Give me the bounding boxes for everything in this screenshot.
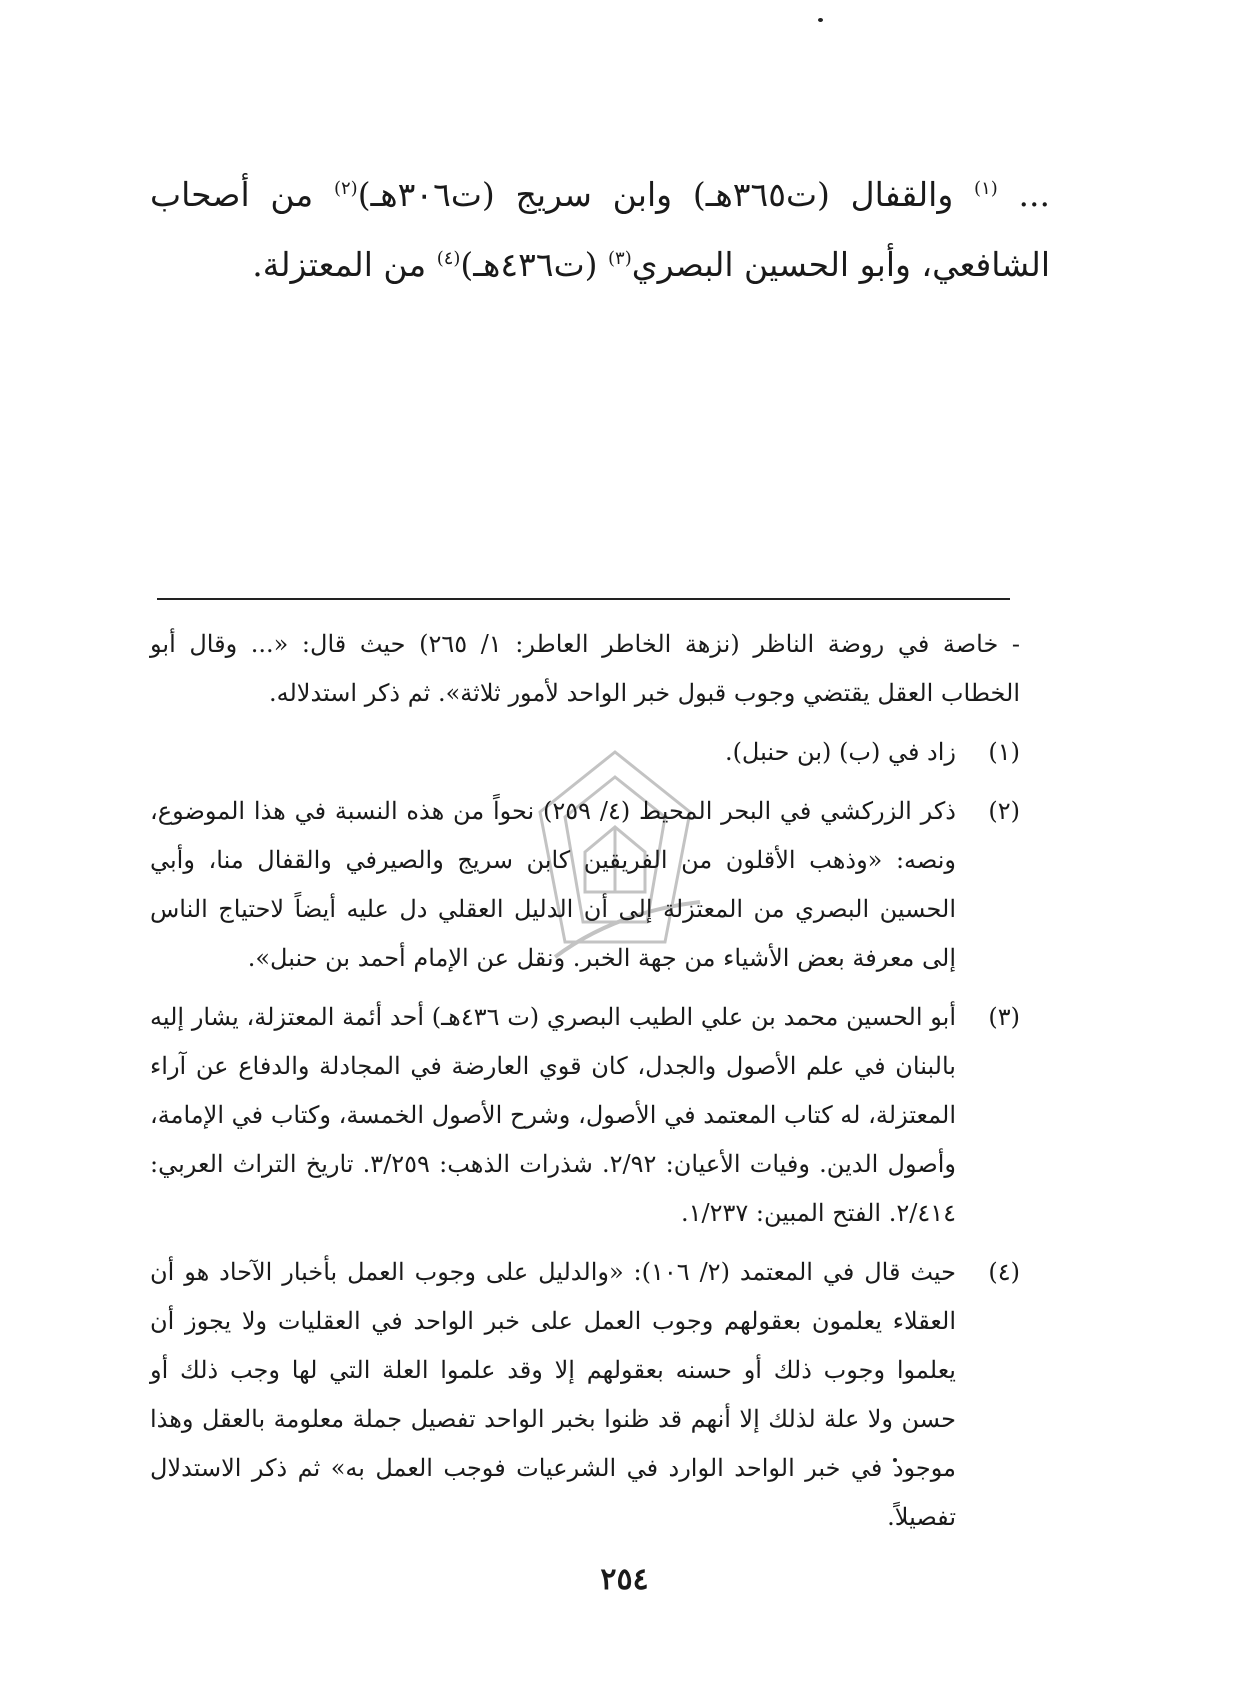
footnote-text: أبو الحسين محمد بن علي الطيب البصري (ت ٤٣٦هـ) أحد أئمة المعتزلة، يشار إليه بالبنان في علم الأصول والجدل، كان قوي العارضة في المجادلة والدفاع عن آراء المعتزلة، له كتاب المعتمد في الأصول، وشرح الأصول الخمسة، وكتاب في الإمامة، وأصول الدين. وفيات الأعيان: ٢/٩٢. شذرات الذهب: ٣/٢٥٩. تاريخ التراث العربي: ٢/٤١٤. الفتح المبين: ١/٢٣٧. bbox=[150, 1003, 956, 1227]
main-text bbox=[150, 160, 1050, 300]
main-paragraph bbox=[150, 160, 1050, 300]
footnote-number: (٤) bbox=[988, 1258, 1020, 1286]
main-text-segment: ... bbox=[997, 175, 1051, 214]
footnote-number: (٣) bbox=[988, 1003, 1020, 1031]
footnotes bbox=[150, 620, 1020, 1552]
footnote-item bbox=[150, 787, 1020, 983]
footnote-text: حيث قال في المعتمد (٢/ ١٠٦): «والدليل على وجوب العمل بأخبار الآحاد هو أن العقلاء يعلمون بعقولهم وجوب العمل على خبر الواحد في العقليات ولا يجوز أن يعلموا وجوب ذلك أو حسنه بعقولهم إلا وقد علموا العلة التي لها وجب ذلك أو حسن ولا علة لذلك إلا أنهم قد ظنوا بخبر الواحد تفصيل جملة معلومة بالعقل وهذا موجود في خبر الواحد الوارد في الشرعيات فوجب العمل به» ثم ذكر الاستدلال تفصيلاً. bbox=[150, 1258, 957, 1531]
main-text-segment: (ت٤٣٦هـ) bbox=[460, 245, 608, 284]
footnote-ref-4: (٤) bbox=[436, 248, 461, 269]
footnote-ref-1: (١) bbox=[974, 178, 998, 199]
footnote-item bbox=[150, 993, 1020, 1238]
main-text-segment: والقفال (ت٣٦٥هـ) وابن سريج (ت٣٠٦هـ) bbox=[357, 175, 975, 214]
footnote-continuation: - خاصة في روضة الناظر (نزهة الخاطر العاطر: ١/ ٢٦٥) حيث قال: «... وقال أبو الخطاب العقل يقتضي وجوب قبول خبر الواحد لأمور ثلاثة». ثم ذكر استدلاله. bbox=[150, 630, 1020, 707]
footnote-item bbox=[150, 728, 1020, 777]
page-number: ٢٥٤ bbox=[600, 1562, 649, 1597]
footnote-text: ذكر الزركشي في البحر المحيط (٤/ ٢٥٩) نحواً من هذه النسبة في هذا الموضوع، ونصه: «وذهب الأقلون من الفريقين كابن سريج والصيرفي والقفال منا، وأبي الحسين البصري من المعتزلة إلى أن الدليل العقلي دل عليه أيضاً لاحتياج الناس إلى معرفة بعض الأشياء من جهة الخبر. ونقل عن الإمام أحمد بن حنبل». bbox=[150, 797, 956, 972]
footnote-text: زاد في (ب) (بن حنبل). bbox=[724, 738, 956, 766]
footnote-separator bbox=[157, 598, 1010, 600]
footnote-ref-2: (٢) bbox=[333, 178, 358, 199]
footnote-number: (١) bbox=[988, 738, 1020, 766]
main-text-segment: من أصحاب الشافعي، وأبو الحسين البصري bbox=[150, 175, 1050, 284]
footnote-number: (٢) bbox=[988, 797, 1020, 825]
scan-speck bbox=[818, 18, 823, 22]
footnote-ref-3: (٣) bbox=[608, 248, 632, 269]
main-text-segment: من المعتزلة. bbox=[252, 245, 437, 284]
footnote-item bbox=[150, 1248, 1020, 1542]
